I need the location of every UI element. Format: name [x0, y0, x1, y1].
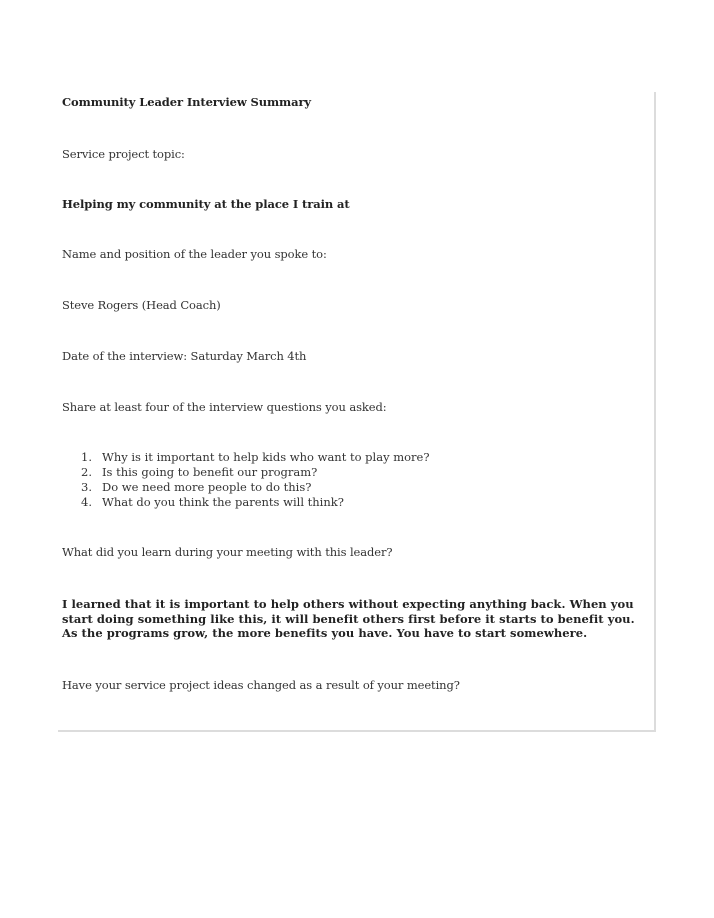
interview-questions-list [62, 450, 430, 510]
topic-question: Service project topic: [62, 147, 185, 161]
changed-question: Have your service project ideas changed as a result of your meeting? [62, 678, 460, 692]
list-item-number: 1. [81, 450, 92, 464]
list-item-text: Do we need more people to do this? [102, 480, 312, 494]
interview-date: Date of the interview: Saturday March 4th [62, 349, 307, 363]
list-item [62, 465, 430, 480]
learn-answer: I learned that it is important to help others without expecting anything back. When you start doing something like this, it will benefit others first before it starts to benefit you. As the programs grow, the more benefits you have. You have to start somewhere. [62, 597, 635, 640]
page-edge-mask-top [640, 0, 660, 92]
topic-answer: Helping my community at the place I train at [62, 197, 350, 211]
list-item [62, 495, 430, 510]
questions-prompt: Share at least four of the interview questions you asked: [62, 400, 387, 414]
learn-question: What did you learn during your meeting with this leader? [62, 545, 393, 559]
leader-answer: Steve Rogers (Head Coach) [62, 298, 221, 312]
list-item-text: Why is it important to help kids who want to play more? [102, 450, 430, 464]
list-item-number: 3. [81, 480, 92, 494]
list-item-number: 2. [81, 465, 92, 479]
list-item-number: 4. [81, 495, 92, 509]
list-item [62, 450, 430, 465]
list-item [62, 480, 430, 495]
list-item-text: Is this going to benefit our program? [102, 465, 318, 479]
leader-question: Name and position of the leader you spoke to: [62, 247, 327, 261]
document-title: Community Leader Interview Summary [62, 95, 312, 109]
list-item-text: What do you think the parents will think? [102, 495, 344, 509]
page-edge-mask-left [0, 720, 58, 740]
